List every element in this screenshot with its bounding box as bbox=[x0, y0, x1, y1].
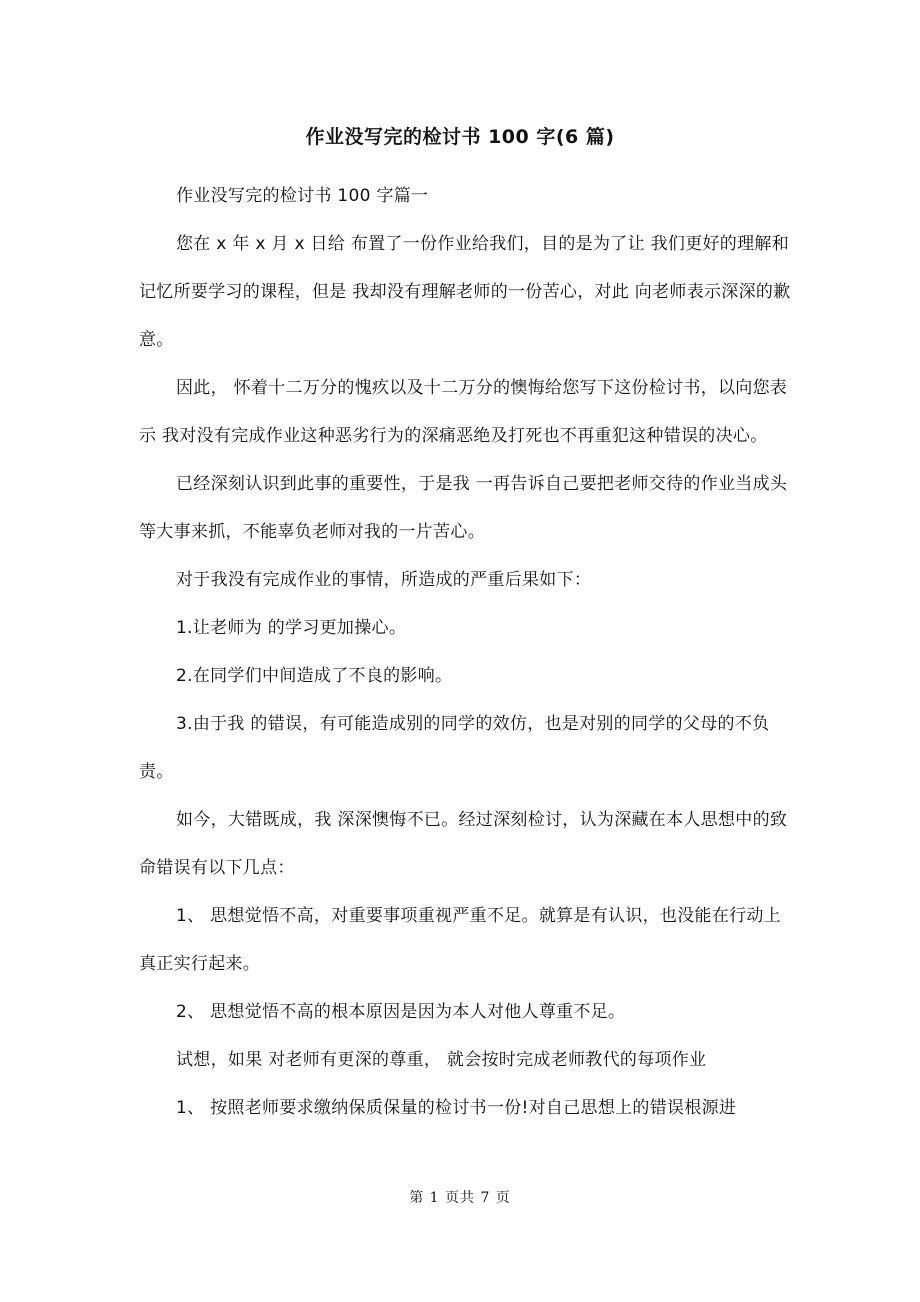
list-item: 2、 思想觉悟不高的根本原因是因为本人对他人尊重不足。 bbox=[176, 1002, 626, 1022]
paragraph: 对于我没有完成作业的事情，所造成的严重后果如下： bbox=[176, 570, 592, 590]
list-item: 1.让老师为 的学习更加操心。 bbox=[176, 618, 407, 638]
list-item: 1、 按照老师要求缴纳保质保量的检讨书一份!对自己思想上的错误根源进 bbox=[176, 1098, 737, 1118]
paragraph: 如今，大错既成，我 深深懊悔不已。经过深刻检讨，认为深藏在本人思想中的致命错误有以下几点： bbox=[139, 810, 788, 878]
paragraph: 已经深刻认识到此事的重要性，于是我 一再告诉自己要把老师交待的作业当成头等大事来抓，不能辜负老师对我的一片苦心。 bbox=[139, 474, 788, 542]
list-item: 1、 思想觉悟不高，对重要事项重视严重不足。就算是有认识，也没能在行动上真正实行起来。 bbox=[139, 906, 782, 974]
paragraph: 您在 x 年 x 月 x 日给 布置了一份作业给我们，目的是为了让 我们更好的理解和记忆所要学习的课程，但是 我却没有理解老师的一份苦心，对此 向老师表示深深的歉意。 bbox=[139, 234, 791, 350]
list-item: 3.由于我 的错误，有可能造成别的同学的效仿，也是对别的同学的父母的不负责。 bbox=[139, 714, 770, 782]
list-item: 2.在同学们中间造成了不良的影响。 bbox=[176, 666, 453, 686]
page-number: 第 1 页共 7 页 bbox=[409, 1190, 511, 1206]
document-body bbox=[139, 172, 795, 1132]
paragraph: 因此， 怀着十二万分的愧疚以及十二万分的懊悔给您写下这份检讨书，以向您表示 我对没有完成作业这种恶劣行为的深痛恶绝及打死也不再重犯这种错误的决心。 bbox=[139, 378, 788, 446]
section-heading: 作业没写完的检讨书 100 字篇一 bbox=[176, 186, 429, 206]
paragraph: 试想，如果 对老师有更深的尊重， 就会按时完成老师教代的每项作业 bbox=[176, 1050, 707, 1070]
document-title: 作业没写完的检讨书 100 字(6 篇) bbox=[305, 126, 615, 148]
